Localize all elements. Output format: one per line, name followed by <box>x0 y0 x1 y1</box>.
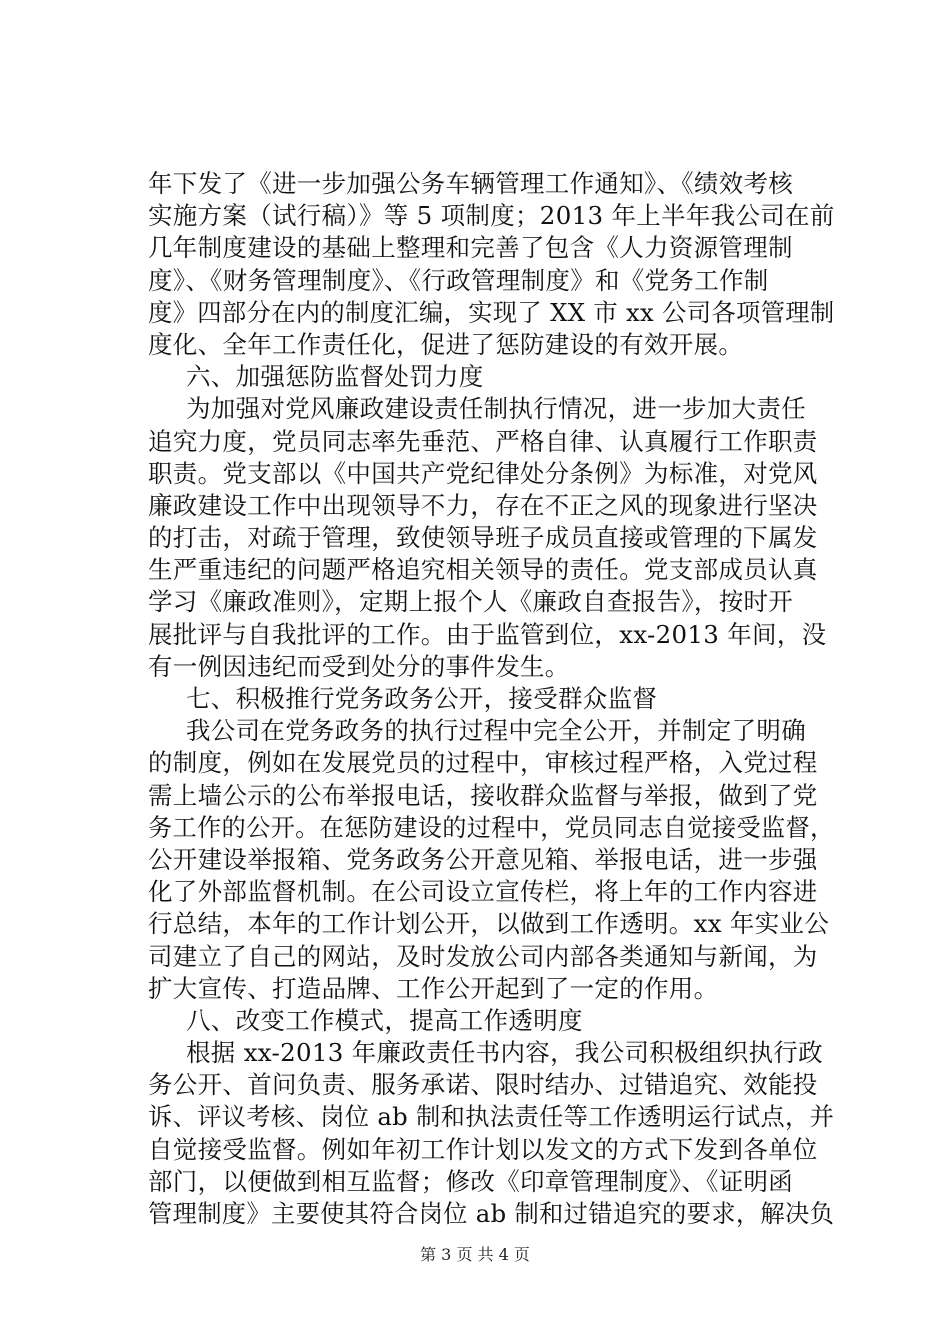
section-heading: 六、加强惩防监督处罚力度 <box>186 362 484 392</box>
text-line: 年下发了《进一步加强公务车辆管理工作通知》、《绩效考核 <box>148 169 794 198</box>
text-line: 的制度，例如在发展党员的过程中，审核过程严格，入党过程 <box>148 748 818 778</box>
text-line: 我公司在党务政务的执行过程中完全公开，并制定了明确 <box>186 716 806 746</box>
text-line: 部门，以便做到相互监督；修改《印章管理制度》、《证明函 <box>148 1166 794 1196</box>
document-body <box>148 168 838 1230</box>
text-line: 诉、评议考核、岗位 ab 制和执法责任等工作透明运行试点，并 <box>148 1102 835 1132</box>
page-number-footer: 第 3 页 共 4 页 <box>420 1245 530 1264</box>
text-line: 展批评与自我批评的工作。由于监管到位，xx-2013 年间，没 <box>148 619 827 649</box>
text-line: 司建立了自己的网站，及时发放公司内部各类通知与新闻，为 <box>148 941 818 971</box>
text-line: 学习《廉政准则》，定期上报个人《廉政自查报告》，按时开 <box>148 587 794 617</box>
text-line: 职责。党支部以《中国共产党纪律处分条例》为标准，对党风 <box>148 458 818 488</box>
text-line: 需上墙公示的公布举报电话，接收群众监督与举报，做到了党 <box>148 780 818 810</box>
section-heading: 八、改变工作模式，提高工作透明度 <box>186 1005 583 1035</box>
text-line: 行总结，本年的工作计划公开，以做到工作透明。xx 年实业公 <box>148 909 830 939</box>
text-line: 有一例因违纪而受到处分的事件发生。 <box>148 651 570 681</box>
section-heading: 七、积极推行党务政务公开，接受群众监督 <box>186 684 658 713</box>
text-line: 自觉接受监督。例如年初工作计划以发文的方式下发到各单位 <box>148 1134 818 1164</box>
text-line: 化了外部监督机制。在公司设立宣传栏，将上年的工作内容进 <box>148 877 818 907</box>
text-line: 度》四部分在内的制度汇编，实现了 XX 市 xx 公司各项管理制 <box>148 297 835 327</box>
text-line: 度》、《财务管理制度》、《行政管理制度》和《党务工作制 <box>148 265 769 295</box>
text-line: 为加强对党风廉政建设责任制执行情况，进一步加大责任 <box>186 394 806 424</box>
text-line: 度化、全年工作责任化，促进了惩防建设的有效开展。 <box>148 329 744 359</box>
text-line: 务公开、首问负责、服务承诺、限时结办、过错追究、效能投 <box>148 1070 818 1100</box>
text-line: 管理制度》主要使其符合岗位 ab 制和过错追究的要求，解决负 <box>148 1199 835 1228</box>
text-line: 扩大宣传、打造品牌、工作公开起到了一定的作用。 <box>148 973 719 1003</box>
text-line: 廉政建设工作中出现领导不力，存在不正之风的现象进行坚决 <box>148 490 818 520</box>
text-line: 的打击，对疏于管理，致使领导班子成员直接或管理的下属发 <box>148 523 818 553</box>
text-line: 公开建设举报箱、党务政务公开意见箱、举报电话，进一步强 <box>148 844 818 874</box>
text-line: 几年制度建设的基础上整理和完善了包含《人力资源管理制 <box>148 233 793 263</box>
text-line: 追究力度，党员同志率先垂范、严格自律、认真履行工作职责 <box>148 426 818 456</box>
text-line: 实施方案（试行稿）》等 5 项制度；2013 年上半年我公司在前 <box>148 201 835 231</box>
text-line: 生严重违纪的问题严格追究相关领导的责任。党支部成员认真 <box>148 555 818 585</box>
text-line: 根据 xx-2013 年廉政责任书内容，我公司积极组织执行政 <box>186 1038 823 1068</box>
text-line: 务工作的公开。在惩防建设的过程中，党员同志自觉接受监督， <box>148 813 835 842</box>
